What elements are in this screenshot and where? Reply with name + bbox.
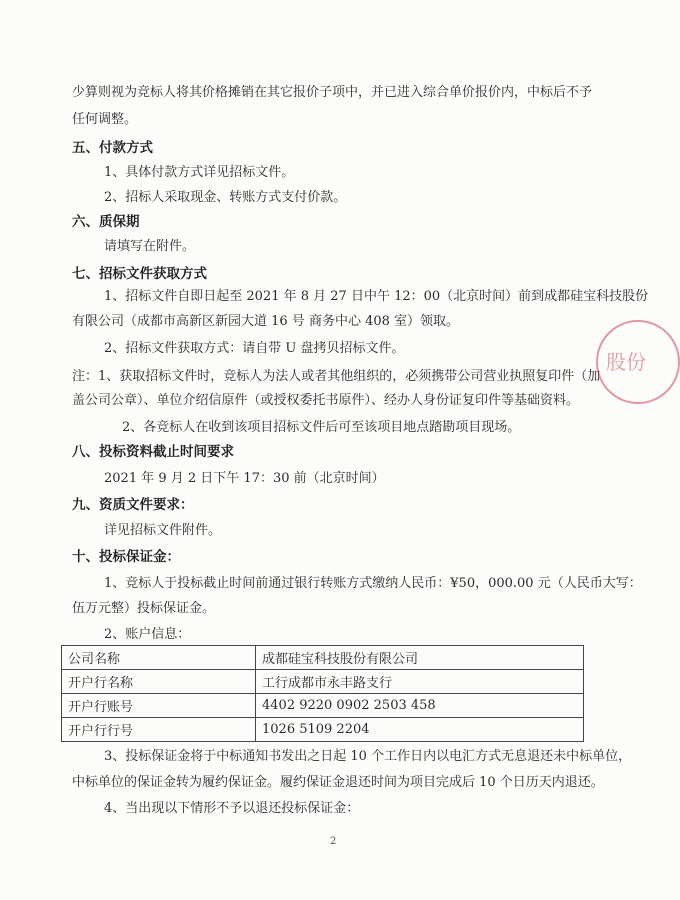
- paragraph-line: 任何调整。: [72, 112, 138, 127]
- paragraph-line: 1、竞标人于投标截止时间前通过银行转账方式缴纳人民币：¥50，000.00 元（人民币大写：: [104, 576, 642, 591]
- section-heading-10: 十、投标保证金：: [72, 549, 180, 565]
- paragraph-line: 少算则视为竞标人将其价格摊销在其它报价子项中，并已进入综合单价报价内，中标后不予: [72, 85, 593, 100]
- section-heading-6: 六、质保期: [72, 214, 140, 230]
- paragraph-line: 2、账户信息：: [104, 627, 191, 642]
- company-seal-stamp: 股份: [596, 320, 680, 404]
- note-line: 盖公司公章）、单位介绍信原件（或授权委托书原件）、经办人身份证复印件等基础资料。: [72, 393, 580, 408]
- section-heading-5: 五、付款方式: [72, 140, 153, 156]
- table-cell-key: 开户行行号: [62, 718, 256, 742]
- table-cell-key: 公司名称: [62, 646, 256, 670]
- paragraph-line: 2、招标文件获取方式：请自带 U 盘拷贝招标文件。: [104, 341, 405, 356]
- section-heading-8: 八、投标资料截止时间要求: [72, 444, 234, 460]
- paragraph-line: 请填写在附件。: [104, 239, 196, 254]
- paragraph-line: 1、招标文件自即日起至 2021 年 8 月 27 日中午 12：00（北京时间）前到成都硅宝科技股份: [104, 289, 649, 304]
- section-heading-7: 七、招标文件获取方式: [72, 266, 207, 282]
- paragraph-line: 有限公司（成都市高新区新园大道 16 号 商务中心 408 室）领取。: [72, 314, 460, 329]
- table-row: [62, 646, 584, 670]
- table-cell-value: 1026 5109 2204: [256, 718, 584, 742]
- paragraph-line: 中标单位的保证金转为履约保证金。履约保证金退还时间为项目完成后 10 个日历天内退还。: [72, 775, 604, 790]
- note-line: 2、各竞标人在收到该项目招标文件后可至该项目地点踏勘项目现场。: [122, 420, 521, 435]
- table-cell-value: 工行成都市永丰路支行: [256, 670, 584, 694]
- paragraph-line: 详见招标文件附件。: [104, 523, 222, 538]
- paragraph-line: 1、具体付款方式详见招标文件。: [104, 165, 295, 180]
- table-row: [62, 718, 584, 742]
- table-cell-key: 开户行账号: [62, 694, 256, 718]
- table-row: [62, 694, 584, 718]
- table-cell-key: 开户行名称: [62, 670, 256, 694]
- account-info-table: [61, 645, 584, 742]
- note-line: 注：1、获取招标文件时，竞标人为法人或者其他组织的，必须携带公司营业执照复印件（加: [72, 369, 601, 384]
- paragraph-line: 2、招标人采取现金、转账方式支付价款。: [104, 190, 347, 205]
- table-cell-value: 4402 9220 0902 2503 458: [256, 694, 584, 718]
- paragraph-line: 4、当出现以下情形不予以退还投标保证金：: [104, 801, 360, 816]
- table-row: [62, 670, 584, 694]
- section-heading-9: 九、资质文件要求：: [72, 497, 194, 513]
- paragraph-line: 3、投标保证金将于中标通知书发出之日起 10 个工作日内以电汇方式无息退还未中标单位，: [104, 749, 632, 764]
- paragraph-line: 伍万元整）投标保证金。: [72, 601, 216, 616]
- paragraph-line: 2021 年 9 月 2 日下午 17：30 前（北京时间）: [104, 471, 385, 486]
- page-number: 2: [330, 836, 337, 847]
- table-cell-value: 成都硅宝科技股份有限公司: [256, 646, 584, 670]
